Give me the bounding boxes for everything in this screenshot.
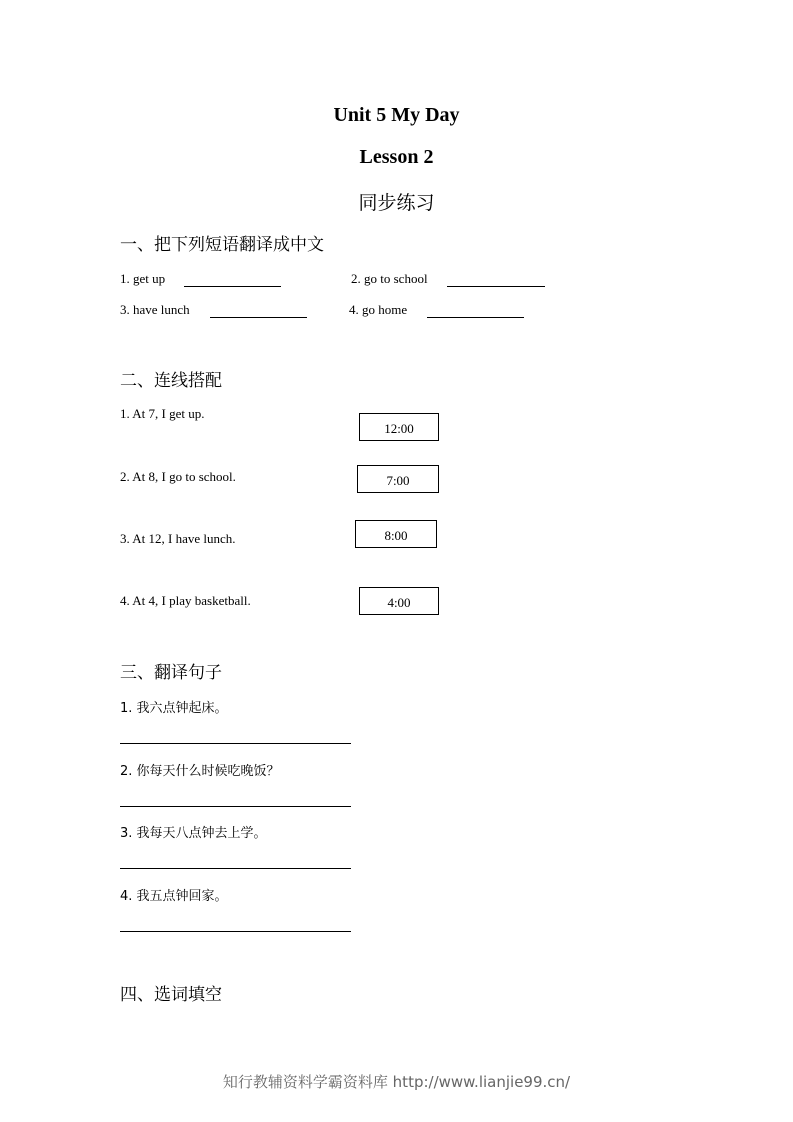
phrase-answer-blank-2[interactable]: [447, 286, 545, 287]
translate-sentence-1: 1. 我六点钟起床。: [120, 701, 228, 716]
match-sentence-3: 3. At 12, I have lunch.: [120, 531, 236, 546]
match-time-box-2[interactable]: 7:00: [357, 465, 439, 493]
section3-heading: 三、翻译句子: [120, 663, 222, 683]
translate-answer-line-2[interactable]: [120, 806, 351, 807]
section2-heading: 二、连线搭配: [120, 371, 222, 391]
match-sentence-4: 4. At 4, I play basketball.: [120, 593, 251, 608]
worksheet-title: Unit 5 My Day: [333, 104, 460, 126]
phrase-item-1: 1. get up: [120, 271, 166, 286]
phrase-item-4: 4. go home: [349, 302, 408, 317]
lesson-title: Lesson 2: [359, 146, 434, 168]
match-time-box-1[interactable]: 12:00: [359, 413, 439, 441]
translate-answer-line-3[interactable]: [120, 868, 351, 869]
phrase-answer-blank-3[interactable]: [210, 317, 307, 318]
match-time-box-3[interactable]: 8:00: [355, 520, 437, 548]
section1-heading: 一、把下列短语翻译成中文: [120, 235, 324, 255]
translate-sentence-4: 4. 我五点钟回家。: [120, 889, 228, 904]
translate-answer-line-1[interactable]: [120, 743, 351, 744]
match-time-box-4[interactable]: 4:00: [359, 587, 439, 615]
match-sentence-2: 2. At 8, I go to school.: [120, 469, 236, 484]
phrase-item-2: 2. go to school: [351, 271, 428, 286]
translate-answer-line-4[interactable]: [120, 931, 351, 932]
footer-watermark: 知行教辅资料学霸资料库 http://www.lianjie99.cn/: [222, 1073, 571, 1091]
phrase-answer-blank-4[interactable]: [427, 317, 524, 318]
phrase-item-3: 3. have lunch: [120, 302, 190, 317]
worksheet-subtitle: 同步练习: [358, 192, 435, 214]
match-sentence-1: 1. At 7, I get up.: [120, 406, 205, 421]
phrase-answer-blank-1[interactable]: [184, 286, 281, 287]
translate-sentence-3: 3. 我每天八点钟去上学。: [120, 826, 267, 841]
section4-heading: 四、选词填空: [120, 985, 222, 1005]
translate-sentence-2: 2. 你每天什么时候吃晚饭？: [120, 764, 280, 779]
